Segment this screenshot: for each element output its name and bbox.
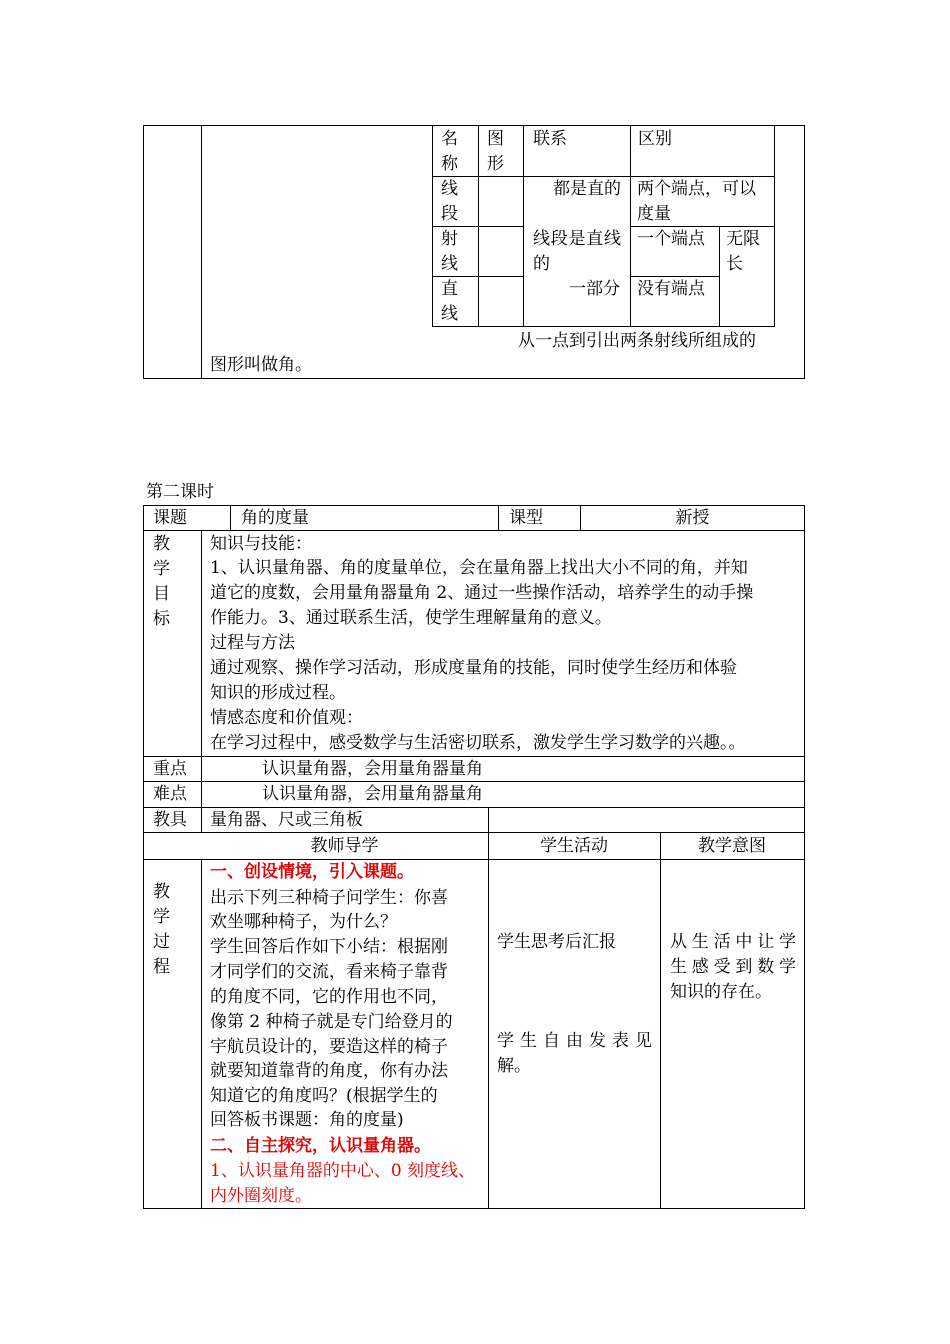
difficult-value: 认识量角器，会用量角器量角 xyxy=(262,784,483,804)
angle-definition-2: 图形叫做角。 xyxy=(210,355,312,375)
inner-header-relation: 联系 xyxy=(533,129,567,149)
teacher-line: 才同学们的交流，看来椅子靠背 xyxy=(210,962,448,982)
teacher-line: 宇航员设计的，要造这样的椅子 xyxy=(210,1037,448,1057)
goals-line: 知识的形成过程。 xyxy=(210,683,346,703)
teacher-heading-1: 一、创设情境，引入课题。 xyxy=(210,862,414,882)
key-label: 重点 xyxy=(153,759,187,779)
student-activity-2b: 解。 xyxy=(497,1056,531,1076)
teacher-line: 欢坐哪种椅子，为什么？ xyxy=(210,912,397,932)
intent-line: 知识的存在。 xyxy=(670,982,772,1002)
tools-value: 量角器、尺或三角板 xyxy=(210,810,363,830)
goals-line: 作能力。3、通过联系生活，使学生理解量角的意义。 xyxy=(210,608,612,628)
key-value: 认识量角器，会用量角器量角 xyxy=(262,759,483,779)
angle-definition-1: 从一点到引出两条射线所组成的 xyxy=(518,331,756,351)
type-label: 课型 xyxy=(509,508,543,528)
teacher-line: 出示下列三种椅子问学生：你喜 xyxy=(210,888,448,908)
relation-line-1: 都是直的 xyxy=(553,179,621,199)
goals-line: 在学习过程中，感受数学与生活密切联系，激发学生学习数学的兴趣。。 xyxy=(210,733,746,753)
goals-label: 教学目标 xyxy=(153,534,170,629)
col-intent-header: 教学意图 xyxy=(698,836,766,856)
col-teacher-header: 教师导学 xyxy=(310,836,379,856)
section-title: 第二课时 xyxy=(146,482,214,502)
inner-header-name: 名称 xyxy=(441,129,458,174)
goals-line: 过程与方法 xyxy=(210,633,295,653)
topic-label: 课题 xyxy=(153,508,187,528)
row-name-ray: 射线 xyxy=(441,229,458,274)
relation-line-3: 一部分 xyxy=(569,279,620,299)
row-name-line: 直线 xyxy=(441,279,458,324)
difficult-label: 难点 xyxy=(153,784,187,804)
diff-ray-infinite: 无限长 xyxy=(726,229,760,274)
teacher-heading-2: 二、自主探究，认识量角器。 xyxy=(210,1136,431,1156)
intent-line: 生感受到数学 xyxy=(670,957,796,977)
student-activity-2a: 学生自由发表见 xyxy=(497,1031,652,1051)
goals-line: 道它的度数，会用量角器量角 2、通过一些操作活动，培养学生的动手操 xyxy=(210,583,754,603)
relation-line-2: 线段是直线的 xyxy=(533,229,621,274)
diff-segment: 两个端点，可以度量 xyxy=(637,179,756,224)
diff-ray: 一个端点 xyxy=(637,229,705,249)
inner-header-figure: 图形 xyxy=(487,129,504,174)
goals-line: 通过观察、操作学习活动，形成度量角的技能，同时使学生经历和体验 xyxy=(210,658,737,678)
inner-header-difference: 区别 xyxy=(638,129,672,149)
goals-line: 1、认识量角器、角的度量单位，会在量角器上找出大小不同的角，并知 xyxy=(210,558,748,578)
teacher-line: 的角度不同，它的作用也不同， xyxy=(210,987,448,1007)
process-label: 教学过程 xyxy=(153,882,170,977)
row-name-segment: 线段 xyxy=(441,179,458,224)
teacher-line: 知道它的角度吗？(根据学生的 xyxy=(210,1086,438,1106)
teacher-line: 像第 2 种椅子就是专门给登月的 xyxy=(210,1012,453,1032)
diff-line: 没有端点 xyxy=(637,279,705,299)
teacher-line: 学生回答后作如下小结：根据刚 xyxy=(210,937,448,957)
topic-value: 角的度量 xyxy=(241,508,309,528)
goals-line: 知识与技能： xyxy=(210,534,312,554)
intent-line: 从生活中让学 xyxy=(670,932,796,952)
tools-label: 教具 xyxy=(153,810,187,830)
teacher-line: 就要知道靠背的角度，你有办法 xyxy=(210,1061,448,1081)
teacher-red-line: 内外圈刻度。 xyxy=(210,1186,312,1206)
teacher-line: 回答板书课题：角的度量) xyxy=(210,1110,404,1130)
student-activity-1: 学生思考后汇报 xyxy=(497,932,616,952)
type-value: 新授 xyxy=(675,508,710,528)
col-student-header: 学生活动 xyxy=(540,836,608,856)
teacher-red-line: 1、认识量角器的中心、0 刻度线、 xyxy=(210,1161,476,1181)
goals-line: 情感态度和价值观： xyxy=(210,708,363,728)
